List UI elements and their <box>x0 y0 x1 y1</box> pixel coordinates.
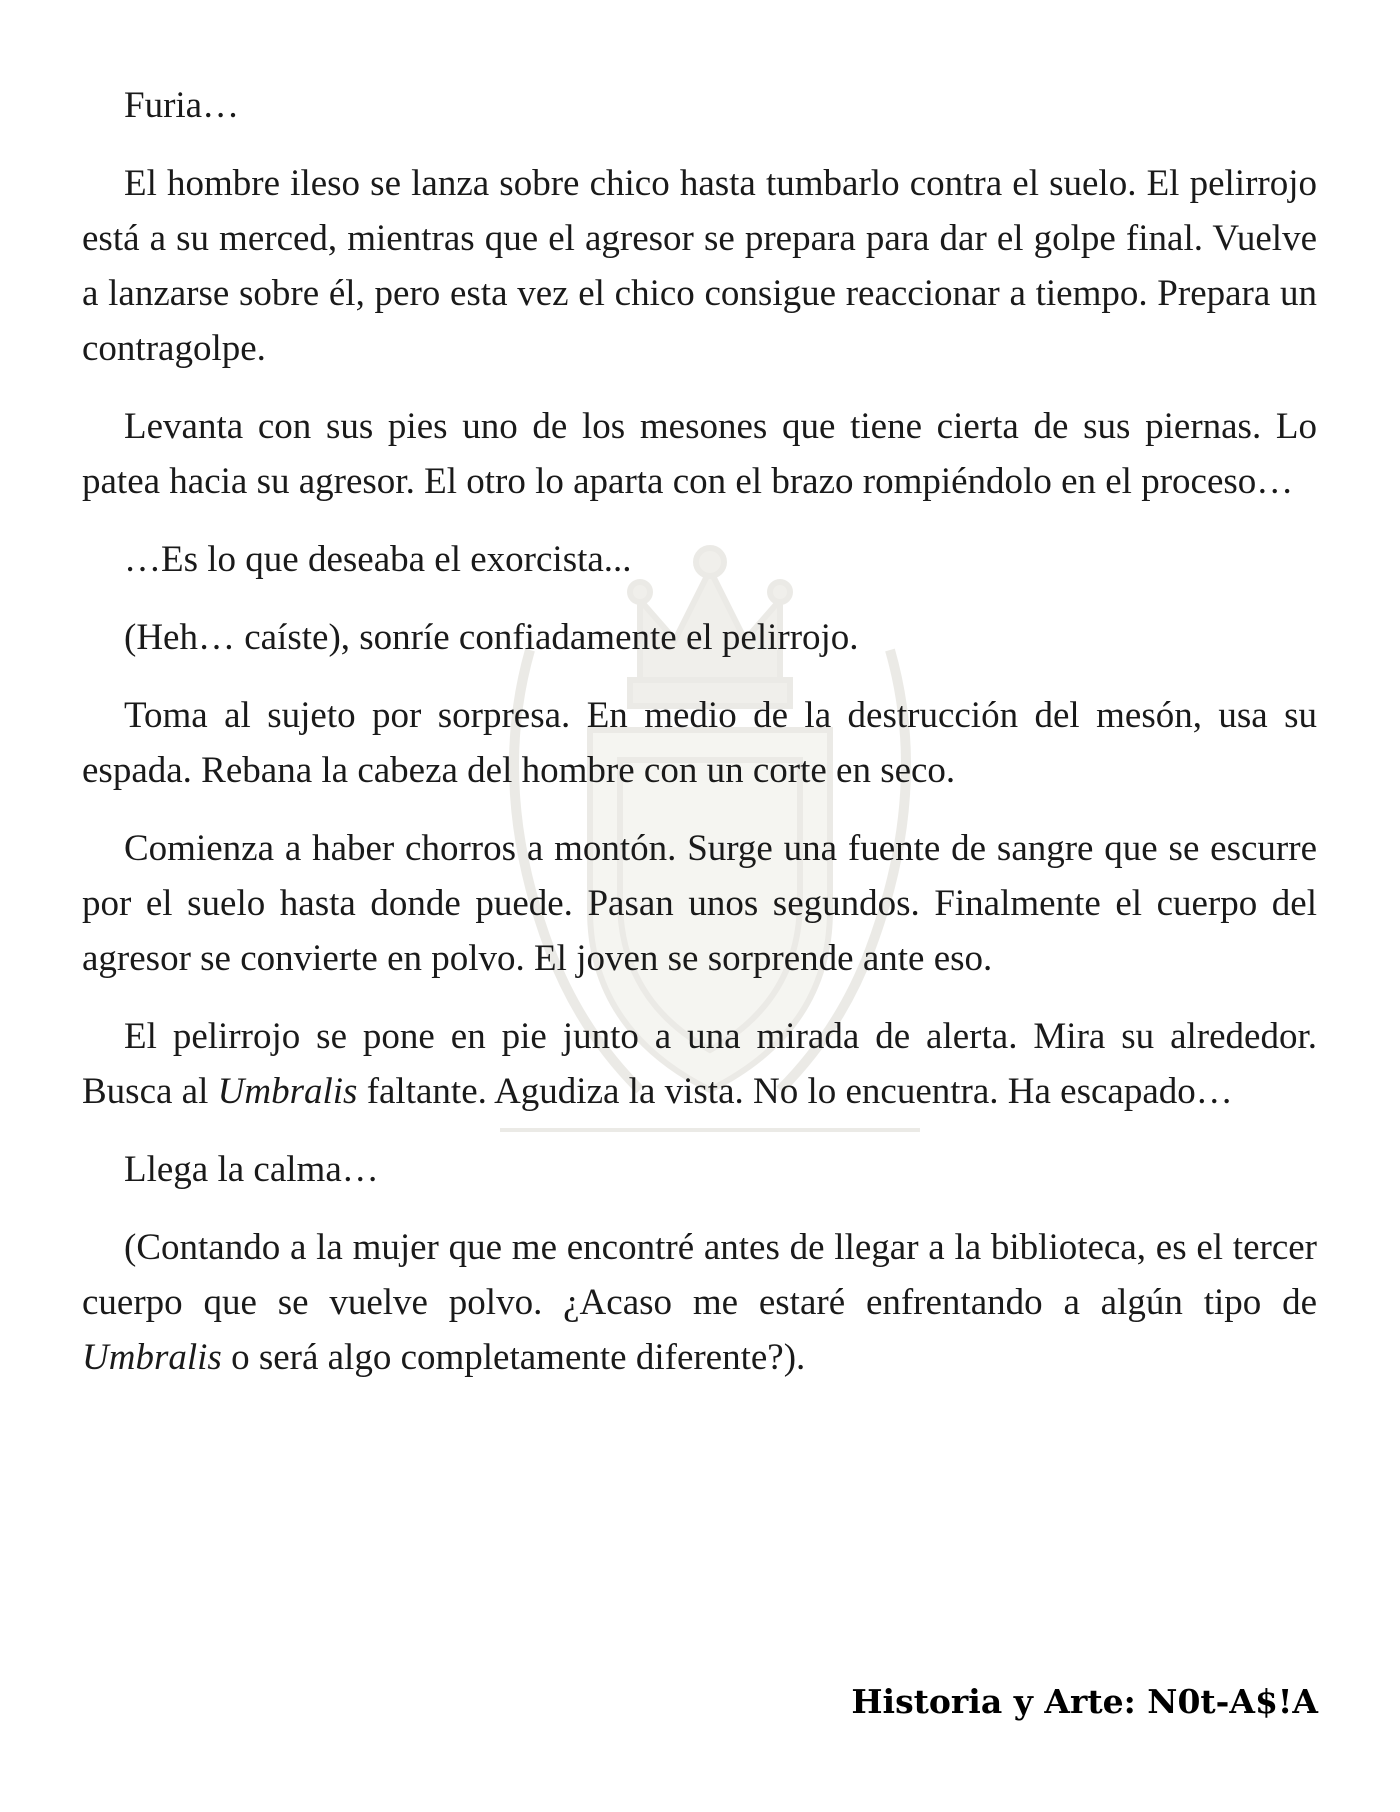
paragraph <box>82 688 1317 798</box>
paragraph <box>82 610 1317 665</box>
italic-term: Umbralis <box>82 1337 222 1378</box>
paragraph-text: El pelirrojo se pone en pie junto a una mirada de alerta. Mira su alrededor. Busca al <box>82 1016 1317 1112</box>
paragraph-text: El hombre ileso se lanza sobre chico hasta tumbarlo contra el suelo. El pelirrojo está a su merced, mientras que el agresor se prepara para dar el golpe final. Vuelve a lanzarse sobre él, pero esta vez el chico consigue reaccionar a tiempo. Prepara un contragolpe. <box>82 163 1317 369</box>
italic-term: Umbralis <box>217 1071 358 1112</box>
paragraph-text: (Contando a la mujer que me encontré antes de llegar a la biblioteca, es el tercer cuerpo que se vuelve polvo. ¿Acaso me estaré enfrentando a algún tipo de <box>82 1227 1317 1323</box>
paragraph-text: o será algo completamente diferente?). <box>221 1337 806 1378</box>
paragraph <box>82 821 1317 986</box>
author-signature: Historia y Arte: N0t-A$!A <box>851 1682 1318 1721</box>
paragraph <box>82 399 1317 509</box>
paragraph-text: Toma al sujeto por sorpresa. En medio de la destrucción del mesón, usa su espada. Rebana la cabeza del hombre con un corte en seco. <box>82 695 1317 791</box>
paragraph-text: Levanta con sus pies uno de los mesones que tiene cierta de sus piernas. Lo patea hacia su agresor. El otro lo aparta con el brazo rompiéndolo en el proceso… <box>82 406 1317 502</box>
paragraph-text: …Es lo que deseaba el exorcista... <box>124 539 632 580</box>
paragraph <box>82 156 1317 376</box>
paragraph <box>82 1009 1317 1119</box>
paragraph-text: (Heh… caíste), sonríe confiadamente el pelirrojo. <box>124 617 859 658</box>
paragraph-text: Llega la calma… <box>124 1149 379 1190</box>
paragraph <box>82 1142 1317 1197</box>
paragraph-text: faltante. Agudiza la vista. No lo encuentra. Ha escapado… <box>357 1071 1233 1112</box>
paragraph <box>82 78 1317 133</box>
document-body <box>82 78 1317 1408</box>
paragraph <box>82 1220 1317 1385</box>
paragraph <box>82 532 1317 587</box>
paragraph-text: Furia… <box>124 85 240 126</box>
paragraph-text: Comienza a haber chorros a montón. Surge una fuente de sangre que se escurre por el suelo hasta donde puede. Pasan unos segundos. Finalmente el cuerpo del agresor se convierte en polvo. El joven se sorprende ante eso. <box>82 828 1317 979</box>
